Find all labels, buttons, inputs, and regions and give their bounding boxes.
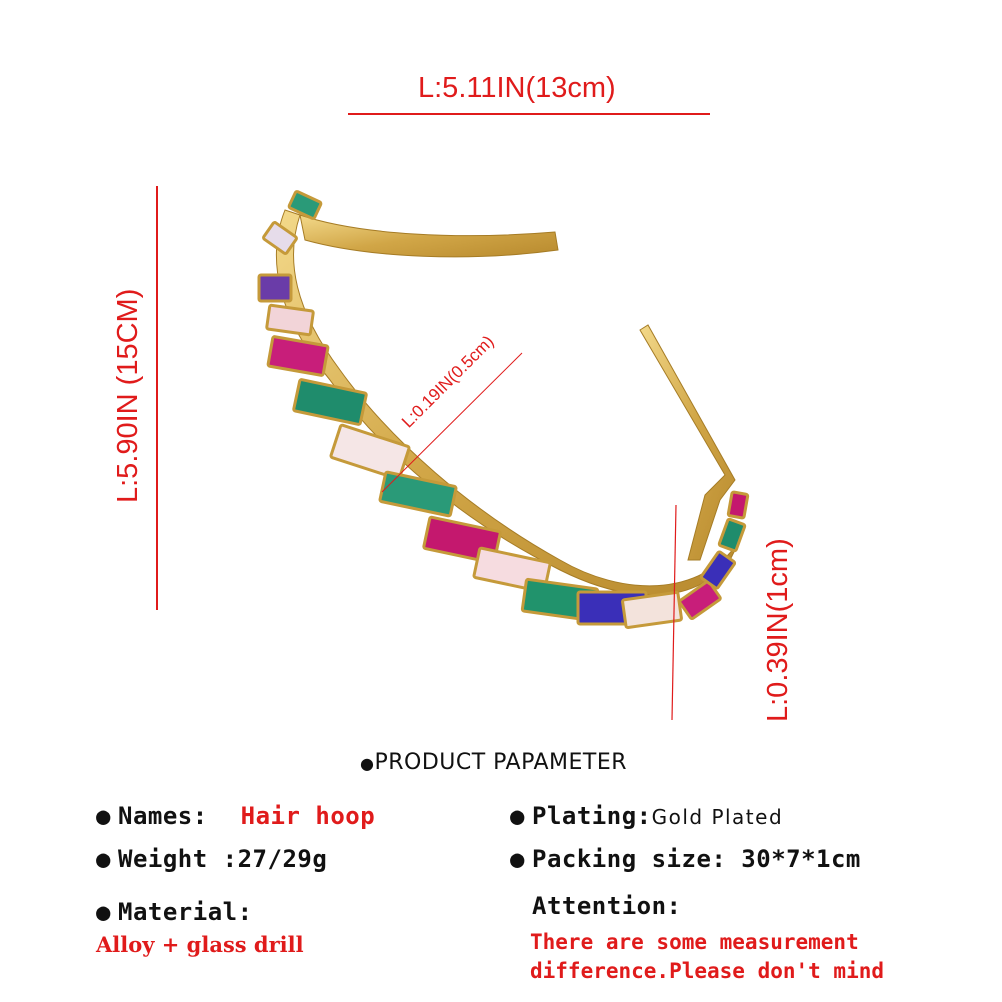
spec-plating (510, 802, 783, 830)
material-value: Alloy + glass drill (96, 932, 304, 957)
material-label: Material: (118, 898, 253, 926)
gem (622, 592, 681, 628)
gem (728, 492, 748, 518)
tooth-label: L:0.39IN(1cm) (762, 538, 794, 722)
bullet-dot: ● (360, 754, 375, 773)
gem-width-label: L:0.19IN(0.5cm) (398, 331, 498, 432)
attention-line-2: difference.Please don't mind (530, 959, 885, 983)
gem (380, 472, 457, 516)
attention-line-1: There are some measurement (530, 930, 859, 954)
spec-weight (96, 845, 327, 873)
bullet-dot: ● (96, 845, 111, 873)
height-label: L:5.90IN (15CM) (112, 288, 144, 503)
section-title (360, 750, 627, 775)
spec-names (96, 802, 375, 830)
section-title-text: PRODUCT PAPAMETER (374, 750, 627, 775)
plating-label: Plating: (532, 802, 652, 830)
gem (267, 305, 314, 335)
gem (293, 379, 366, 424)
gem (259, 275, 291, 301)
packing-text: Packing size: 30*7*1cm (532, 845, 861, 873)
attention-label: Attention: (532, 892, 682, 920)
band-front-arm (640, 325, 735, 560)
gem (331, 425, 410, 480)
bullet-dot: ● (96, 898, 111, 926)
bullet-dot: ● (510, 802, 525, 830)
names-value: Hair hoop (240, 802, 376, 830)
band-back-arm (300, 215, 558, 257)
weight-text: Weight :27/29g (118, 845, 328, 873)
spec-packing (510, 845, 861, 873)
spec-material (96, 898, 253, 926)
gem (719, 519, 745, 551)
bullet-dot: ● (96, 802, 111, 830)
names-label: Names: (118, 802, 208, 830)
plating-value: Gold Plated (651, 805, 784, 829)
length-label: L:5.11IN(13cm) (418, 72, 616, 104)
bullet-dot: ● (510, 845, 525, 873)
